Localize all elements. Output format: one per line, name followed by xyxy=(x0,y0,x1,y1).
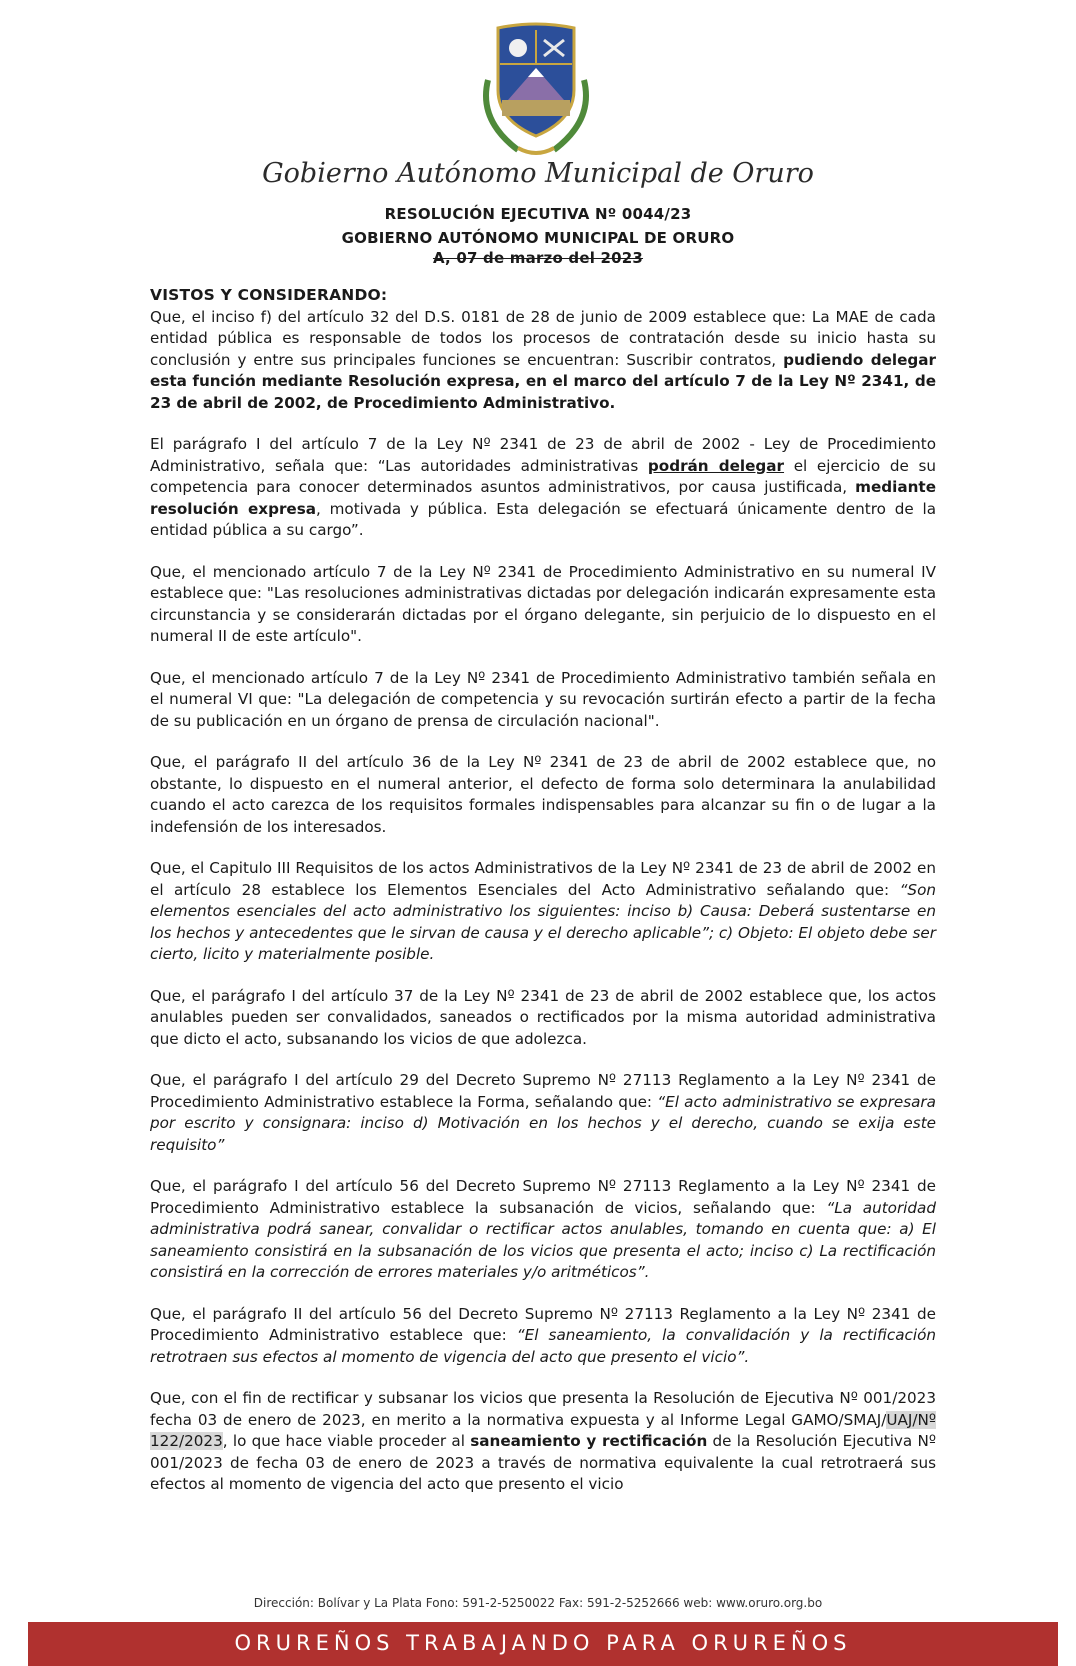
paragraph-9 xyxy=(150,1176,936,1284)
paragraph-1-bold: pudiendo delegar esta función mediante Resolución expresa, en el marco del artículo 7 de la Ley Nº 2341, de 23 de abril de 2002, de Procedimiento Administrativo. xyxy=(150,350,936,412)
paragraph-11-text-a: Que, con el fin de rectificar y subsanar los vicios que presenta la Resolución de Ejecutiva Nº 001/2023 fecha 03 de enero de 2023, en merito a la normativa expuesta y al Informe Legal GAMO/SMAJ/ xyxy=(150,1389,936,1429)
municipal-coat-of-arms-icon xyxy=(478,20,594,160)
paragraph-2-text-a: El parágrafo I del artículo 7 de la Ley Nº 2341 de 23 de abril de 2002 - Ley de Procedimiento Administrativo, señala que: “Las autoridades administrativas xyxy=(150,435,936,475)
footer-slogan: ORUREÑOS TRABAJANDO PARA ORUREÑOS xyxy=(234,1631,852,1655)
paragraph-10-quote: “El saneamiento, la convalidación y la rectificación retrotraen sus efectos al momento de vigencia del acto que presento el vicio”. xyxy=(150,1326,936,1366)
section-heading: VISTOS Y CONSIDERANDO: xyxy=(150,286,388,304)
paragraph-11-text-c: , lo que hace viable proceder al xyxy=(222,1432,471,1450)
paragraph-11-bold: saneamiento y rectificación xyxy=(470,1432,708,1450)
paragraph-1-text: Que, el inciso f) del artículo 32 del D.S. 0181 de 28 de junio de 2009 establece que: La MAE de cada entidad pública es responsable de todos los procesos de contratación desde su inicio hasta su conclusión y entre sus principales funciones se encuentran: Suscribir contratos, xyxy=(150,307,936,369)
paragraph-4: Que, el mencionado artículo 7 de la Ley Nº 2341 de Procedimiento Administrativo también señala en el numeral VI que: "La delegación de competencia y su revocación surtirán efecto a partir de la fecha de su publicación en un órgano de prensa de circulación nacional". xyxy=(150,668,936,730)
paragraph-10-text: Que, el parágrafo II del artículo 56 del Decreto Supremo Nº 27113 Reglamento a la Ley Nº 2341 de Procedimiento Administrativo establece que: xyxy=(150,1304,936,1344)
paragraph-11-text-e: de la Resolución Ejecutiva Nº 001/2023 de fecha 03 de enero de 2023 a través de normativa equivalente la cual retrotraerá sus efectos al momento de vigencia del acto que presento el vicio xyxy=(150,1432,936,1493)
paragraph-2 xyxy=(150,434,936,542)
paragraph-5: Que, el parágrafo II del artículo 36 de la Ley Nº 2341 de 23 de abril de 2002 establece que, no obstante, lo dispuesto en el numeral anterior, el defecto de forma solo determinara la anulabilidad cuando el acto carezca de los requisitos formales indispensables para alcanzar su fin o de lugar a la indefensión de los interesados. xyxy=(150,753,936,836)
paragraph-1 xyxy=(150,307,936,415)
issuer-name: GOBIERNO AUTÓNOMO MUNICIPAL DE ORURO xyxy=(341,229,735,247)
footer-band xyxy=(28,1622,1058,1666)
paragraph-2-text-c: el ejercicio de su competencia para conocer determinados asuntos administrativos, por causa justificada, xyxy=(150,456,936,496)
resolution-title: RESOLUCIÓN EJECUTIVA Nº 0044/23 xyxy=(384,205,692,223)
paragraph-10 xyxy=(150,1304,936,1369)
paragraph-11-highlight: UAJ/Nº 122/2023 xyxy=(150,1410,936,1450)
organization-name: Gobierno Autónomo Municipal de Oruro xyxy=(262,158,814,189)
paragraph-8 xyxy=(150,1070,936,1156)
document-body xyxy=(150,285,936,1516)
paragraph-6 xyxy=(150,858,936,966)
paragraph-9-quote: “La autoridad administrativa podrá sanear, convalidar o rectificar actos anulables, tomando en cuenta que: a) El saneamiento consistirá en la subsanación de los vicios que presenta el acto; inciso c) La rectificación consistirá en la corrección de errores materiales y/o aritméticos”. xyxy=(150,1198,936,1281)
paragraph-2-bold: mediante resolución expresa xyxy=(150,478,936,518)
paragraph-11 xyxy=(150,1388,936,1496)
paragraph-8-quote: “El acto administrativo se expresara por escrito y consignara: inciso d) Motivación en los hechos y el derecho, cuando se exija este requisito” xyxy=(150,1092,936,1154)
paragraph-7: Que, el parágrafo I del artículo 37 de la Ley Nº 2341 de 23 de abril de 2002 establece que, los actos anulables pueden ser convalidados, saneados o rectificados por la misma autoridad administrativa que dicto el acto, subsanando los vicios de que adolezca. xyxy=(150,986,936,1048)
date-line: A, 07 de marzo del 2023 xyxy=(432,249,644,267)
paragraph-6-quote: “Son elementos esenciales del acto administrativo los siguientes: inciso b) Causa: Deberá sustentarse en los hechos y antecedentes que le sirvan de causa y el derecho aplicable”; c) Objeto: El objeto debe ser cierto, licito y materialmente posible. xyxy=(150,880,936,963)
paragraph-2-text-e: , motivada y pública. Esta delegación se efectuará únicamente dentro de la entidad pública a su cargo”. xyxy=(150,499,936,539)
paragraph-6-text: Que, el Capitulo III Requisitos de los actos Administrativos de la Ley Nº 2341 de 23 de abril de 2002 en el artículo 28 establece los Elementos Esenciales del Acto Administrativo señalando que: xyxy=(150,859,936,899)
paragraph-3: Que, el mencionado artículo 7 de la Ley Nº 2341 de Procedimiento Administrativo en su numeral IV establece que: "Las resoluciones administrativas dictadas por delegación indicarán expresamente esta circunstancia y se considerarán dictadas por el órgano delegante, sin perjuicio de lo dispuesto en el numeral II de este artículo". xyxy=(150,562,936,645)
footer-address: Dirección: Bolívar y La Plata Fono: 591-2-5250022 Fax: 591-2-5252666 web: www.oruro.org.bo xyxy=(253,1596,823,1610)
paragraph-9-text: Que, el parágrafo I del artículo 56 del Decreto Supremo Nº 27113 Reglamento a la Ley Nº 2341 de Procedimiento Administrativo establece la subsanación de vicios, señalando que: xyxy=(150,1177,936,1217)
paragraph-2-underlined: podrán delegar xyxy=(647,456,785,475)
paragraph-8-text: Que, el parágrafo I del artículo 29 del Decreto Supremo Nº 27113 Reglamento a la Ley Nº 2341 de Procedimiento Administrativo establece la Forma, señalando que: xyxy=(150,1071,936,1111)
